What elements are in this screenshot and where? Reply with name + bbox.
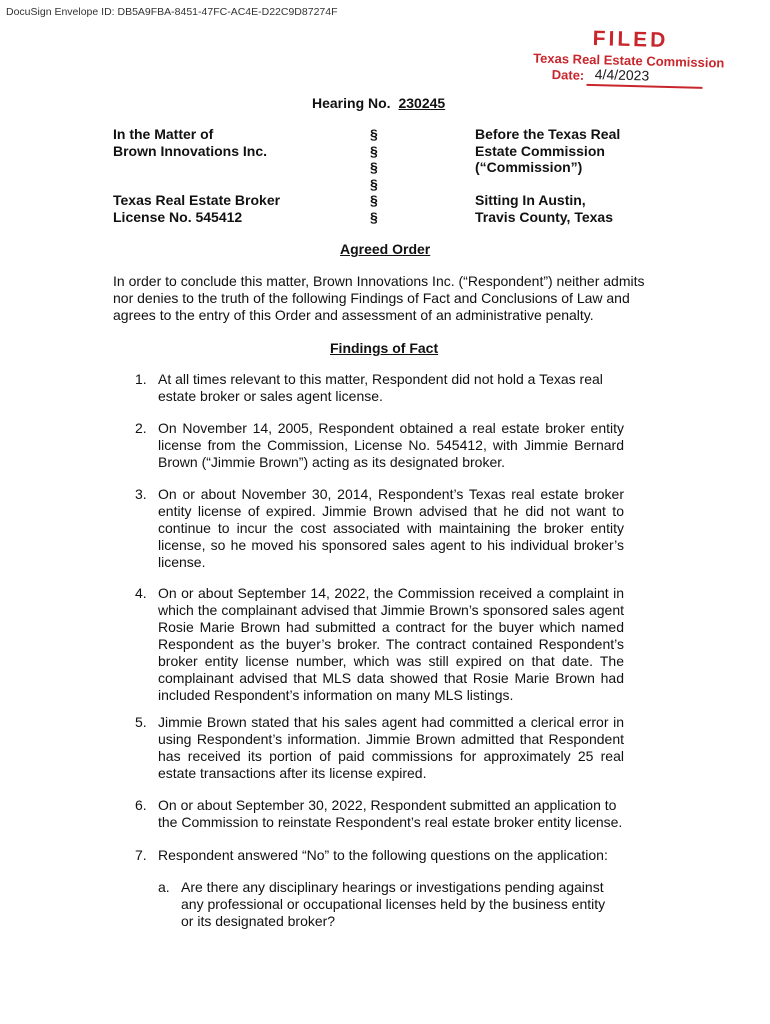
caption-line: (“Commission”) (475, 159, 583, 175)
finding-number: 6. (135, 797, 147, 813)
finding-number: 5. (135, 714, 147, 730)
stamp-filed-text: FILED (592, 27, 669, 53)
caption-tribunal (475, 126, 620, 176)
caption-matter (113, 126, 267, 159)
findings-of-fact-heading: Findings of Fact (330, 340, 439, 356)
caption-line: In the Matter of (113, 126, 214, 142)
caption-line: Texas Real Estate Broker (113, 192, 281, 208)
caption-venue (475, 192, 613, 225)
finding-number: 1. (135, 371, 147, 387)
intro-paragraph: In order to conclude this matter, Brown Innovations Inc. (“Respondent”) neither admits nor denies to the truth of the following Findings of Fact and Conclusions of Law and agrees to the entry of this Order and assessment of an administrative penalty. (113, 273, 645, 323)
section-marks (370, 126, 378, 225)
section-mark: § (370, 126, 378, 142)
stamp-commission-text: Texas Real Estate Commission (532, 50, 725, 71)
finding-text: On or about September 14, 2022, the Commission received a complaint in which the complainant advised that Jimmie Brown’s sponsored sales agent Rosie Marie Brown had submitted a contract for the buyer which named Respondent as the buyer’s broker. The contract contained Respondent’s broker entity license number, which was still expired on that date. The complainant advised that MLS data showed that Rosie Marie Brown had included Respondent’s information on many MLS listings. (158, 585, 624, 703)
finding-text: Respondent answered “No” to the following questions on the application: (158, 847, 608, 863)
caption-line: Before the Texas Real (475, 126, 621, 142)
finding-text: Jimmie Brown stated that his sales agent had committed a clerical error in using Respondent’s information. Jimmie Brown admitted that Respondent has received its portion of paid commissions for approximately 25 real estate transactions after its license expired. (158, 714, 624, 781)
section-mark: § (370, 192, 378, 208)
docusign-envelope-id: DocuSign Envelope ID: DB5A9FBA-8451-47FC-AC4E-D22C9D87274F (6, 6, 338, 18)
subitem-letter: a. (158, 879, 170, 895)
finding-text: At all times relevant to this matter, Respondent did not hold a Texas real estate broker or sales agent license. (158, 371, 603, 404)
finding-text: On or about November 30, 2014, Respondent’s Texas real estate broker entity license of expired. Jimmie Brown advised that he did not want to continue to incur the cost associated with maintaining the broker entity license, so he moved his sponsored sales agent to his individual broker’s license. (158, 486, 624, 570)
caption-line: Brown Innovations Inc. (113, 142, 268, 159)
finding-number: 7. (135, 847, 147, 863)
stamp-date-value: 4/4/2023 (594, 66, 650, 84)
stamp-date-line (586, 84, 702, 89)
section-mark: § (370, 175, 378, 192)
agreed-order-heading: Agreed Order (340, 241, 431, 257)
finding-number: 2. (135, 420, 147, 436)
section-mark: § (370, 159, 378, 175)
section-mark: § (370, 142, 378, 159)
hearing-number (312, 95, 449, 111)
filed-stamp (520, 25, 740, 84)
section-mark: § (370, 208, 378, 225)
caption-line: License No. 545412 (113, 208, 243, 225)
hearing-label: Hearing No. (312, 95, 391, 111)
caption-line: Sitting In Austin, (475, 192, 586, 208)
finding-text: On or about September 30, 2022, Respondent submitted an application to the Commission to reinstate Respondent’s real estate broker entity license. (158, 797, 623, 830)
finding-text: On November 14, 2005, Respondent obtained a real estate broker entity license from the Commission, License No. 545412, with Jimmie Bernard Brown (“Jimmie Brown”) acting as its designated broker. (158, 420, 624, 470)
stamp-date-label: Date: (551, 66, 585, 83)
hearing-number-value: 230245 (398, 95, 446, 111)
caption-license (113, 192, 280, 225)
caption-line: Estate Commission (475, 142, 605, 159)
finding-number: 3. (135, 486, 147, 502)
caption-line: Travis County, Texas (475, 208, 613, 225)
finding-number: 4. (135, 585, 147, 601)
subitem-text: Are there any disciplinary hearings or investigations pending against any professional or occupational licenses held by the business entity or its designated broker? (181, 879, 606, 929)
